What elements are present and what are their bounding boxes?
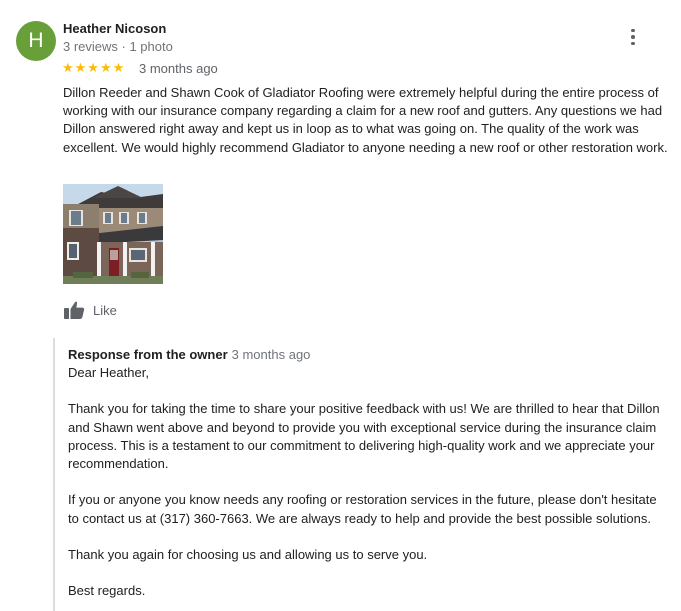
avatar[interactable]: H [16, 21, 56, 61]
more-options-icon[interactable] [624, 28, 642, 46]
thumbs-up-icon [63, 300, 85, 320]
owner-response-time: 3 months ago [231, 347, 311, 362]
star-rating: ★★★★★ [62, 60, 126, 75]
review-photo[interactable] [63, 184, 163, 284]
owner-response-header [68, 346, 310, 364]
review-text: Dillon Reeder and Shawn Cook of Gladiator Roofing were extremely helpful during the entire process of working with our insurance company regarding a claim for a new roof and gutters. Any questions we had Dillon answered right away and kept us in loop as to what was going on. The quality of the work was excellent. We would highly recommend Gladiator to anyone needing a new roof or other restoration work. [63, 85, 668, 155]
house-photo-image [63, 184, 163, 284]
owner-response [53, 338, 675, 611]
reviewer-meta: 3 reviews · 1 photo [63, 39, 173, 54]
owner-response-title: Response from the owner [68, 347, 228, 362]
reviewer-name[interactable]: Heather Nicoson [63, 21, 167, 36]
owner-response-text: Dear Heather, Thank you for taking the time to share your positive feedback with us! We are thrilled to hear that Dillon and Shawn went above and beyond to provide you with exceptional service during the insurance claim process. This is a testament to our commitment to delivering high-quality work and we appreciate your recommendation. If you or anyone you know needs any roofing or restoration services in the future, please don't hesitate to contact us at (317) 360-7663. We are always ready to help and provide the best possible solutions. Thank you again for choosing us and allowing us to serve you. Best regards. [68, 365, 660, 599]
review-time: 3 months ago [139, 61, 218, 76]
like-label: Like [93, 302, 117, 318]
like-button[interactable] [63, 299, 117, 321]
